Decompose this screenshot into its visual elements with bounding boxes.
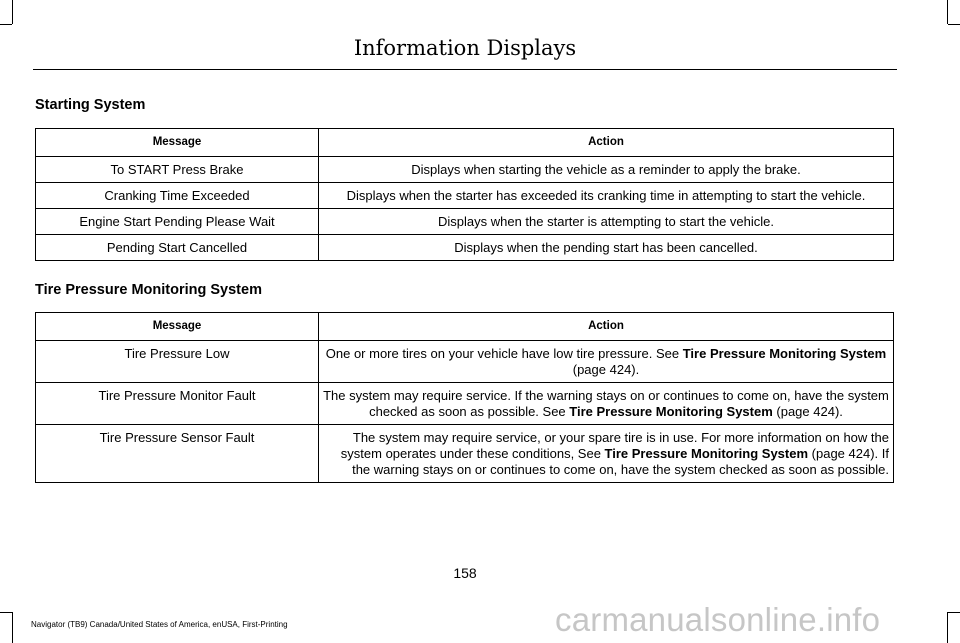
action-cell: Displays when starting the vehicle as a reminder to apply the brake. xyxy=(319,157,894,183)
table-row xyxy=(36,157,894,183)
message-cell: To START Press Brake xyxy=(36,157,319,183)
column-header-action: Action xyxy=(319,129,894,157)
action-cell xyxy=(319,383,894,425)
message-cell: Tire Pressure Sensor Fault xyxy=(36,425,319,483)
column-header-action: Action xyxy=(319,313,894,341)
crop-mark xyxy=(948,24,960,25)
action-text: The system may require service, or your spare tire is in use. For more information on how the system operates under these conditions, See xyxy=(340,430,889,461)
action-cell: Displays when the starter is attempting to start the vehicle. xyxy=(319,209,894,235)
message-cell: Tire Pressure Low xyxy=(36,341,319,383)
message-cell: Engine Start Pending Please Wait xyxy=(36,209,319,235)
table-row xyxy=(36,209,894,235)
crop-mark xyxy=(0,24,12,25)
action-text: The system may require service. If the warning stays on or continues to come on, have the system checked as soon as possible. See xyxy=(323,388,889,419)
action-text: (page 424). xyxy=(572,362,640,377)
crop-mark xyxy=(0,612,12,613)
table-row xyxy=(36,425,894,483)
table-header-row xyxy=(36,313,894,341)
crop-mark xyxy=(947,612,948,643)
page-number: 158 xyxy=(453,565,477,581)
section-heading-starting-system: Starting System xyxy=(35,97,146,113)
column-header-message: Message xyxy=(36,129,319,157)
page-reference-link[interactable]: Tire Pressure Monitoring System xyxy=(682,346,887,361)
crop-mark xyxy=(12,0,13,24)
starting-system-table xyxy=(35,128,894,261)
crop-mark xyxy=(12,612,13,643)
crop-mark xyxy=(947,0,948,24)
message-cell: Pending Start Cancelled xyxy=(36,235,319,261)
action-cell xyxy=(319,341,894,383)
section-heading-tpms: Tire Pressure Monitoring System xyxy=(35,282,262,298)
footer-note: Navigator (TB9) Canada/United States of America, enUSA, First-Printing xyxy=(31,620,288,629)
action-text: (page 424). xyxy=(772,404,843,419)
action-text: (page 424). If the warning stays on or continues to come on, have the system checked as soon as possible. xyxy=(352,446,889,477)
column-header-message: Message xyxy=(36,313,319,341)
table-row xyxy=(36,383,894,425)
title-divider xyxy=(33,69,897,70)
message-cell: Cranking Time Exceeded xyxy=(36,183,319,209)
watermark: carmanualsonline.info xyxy=(555,601,881,638)
action-text: One or more tires on your vehicle have low tire pressure. See xyxy=(325,346,683,361)
action-cell: Displays when the pending start has been cancelled. xyxy=(319,235,894,261)
message-cell: Tire Pressure Monitor Fault xyxy=(36,383,319,425)
page-title: Information Displays xyxy=(353,36,577,60)
table-row xyxy=(36,341,894,383)
tpms-table xyxy=(35,312,894,483)
crop-mark xyxy=(948,612,960,613)
page-reference-link[interactable]: Tire Pressure Monitoring System xyxy=(604,446,809,461)
table-header-row xyxy=(36,129,894,157)
table-row xyxy=(36,183,894,209)
table-row xyxy=(36,235,894,261)
action-cell: Displays when the starter has exceeded its cranking time in attempting to start the vehicle. xyxy=(319,183,894,209)
action-cell xyxy=(319,425,894,483)
page-reference-link[interactable]: Tire Pressure Monitoring System xyxy=(569,404,773,419)
